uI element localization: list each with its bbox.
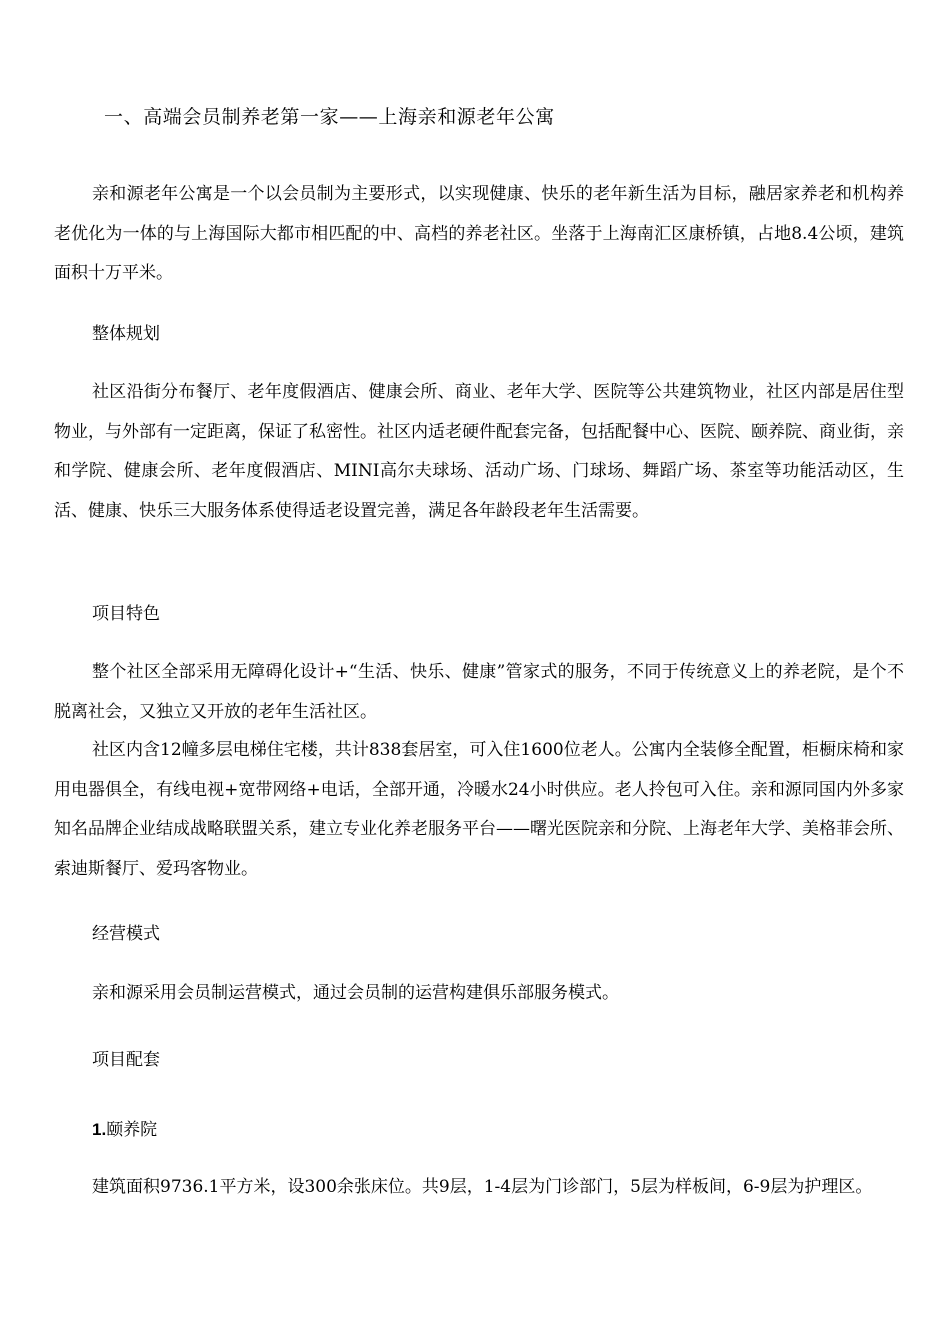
planning-paragraph: 社区沿街分布餐厅、老年度假酒店、健康会所、商业、老年大学、医院等公共建筑物业，社区内部是居住型物业，与外部有一定距离，保证了私密性。社区内适老硬件配套完备，包括配餐中心、医院、颐养院、商业街，亲和学院、健康会所、老年度假酒店、MINI高尔夫球场、活动广场、门球场、舞蹈广场、茶室等功能活动区，生活、健康、快乐三大服务体系使得适老设置完善，满足各年龄段老年生活需要。 — [54, 382, 904, 521]
facility-item-paragraph: 建筑面积9736.1平方米，设300余张床位。共9层，1-4层为门诊部门，5层为样板间，6-9层为护理区。 — [92, 1177, 873, 1197]
facility-item-heading — [92, 1115, 157, 1140]
document-title: 一、高端会员制养老第一家——上海亲和源老年公寓 — [104, 106, 555, 128]
facility-item-number: 1. — [92, 1120, 107, 1139]
model-paragraph: 亲和源采用会员制运营模式，通过会员制的运营构建俱乐部服务模式。 — [92, 983, 619, 1003]
facility-item-title: 颐养院 — [106, 1120, 158, 1140]
section-heading-facilities: 项目配套 — [92, 1050, 160, 1070]
section-heading-features: 项目特色 — [92, 604, 160, 624]
features-paragraph-1: 整个社区全部采用无障碍化设计+“生活、快乐、健康”管家式的服务，不同于传统意义上的养老院，是个不脱离社会，又独立又开放的老年生活社区。 — [54, 662, 904, 722]
intro-paragraph: 亲和源老年公寓是一个以会员制为主要形式，以实现健康、快乐的老年新生活为目标，融居家养老和机构养老优化为一体的与上海国际大都市相匹配的中、高档的养老社区。坐落于上海南汇区康桥镇，占地8.4公顷，建筑面积十万平米。 — [54, 184, 904, 283]
section-heading-planning: 整体规划 — [92, 324, 160, 344]
features-paragraph-2: 社区内含12幢多层电梯住宅楼，共计838套居室，可入住1600位老人。公寓内全装修全配置，柜橱床椅和家用电器俱全，有线电视+宽带网络+电话，全部开通，冷暖水24小时供应。老人拎包可入住。亲和源同国内外多家知名品牌企业结成战略联盟关系，建立专业化养老服务平台——曙光医院亲和分院、上海老年大学、美格菲会所、索迪斯餐厅、爱玛客物业。 — [54, 740, 904, 879]
section-heading-model: 经营模式 — [92, 924, 160, 944]
